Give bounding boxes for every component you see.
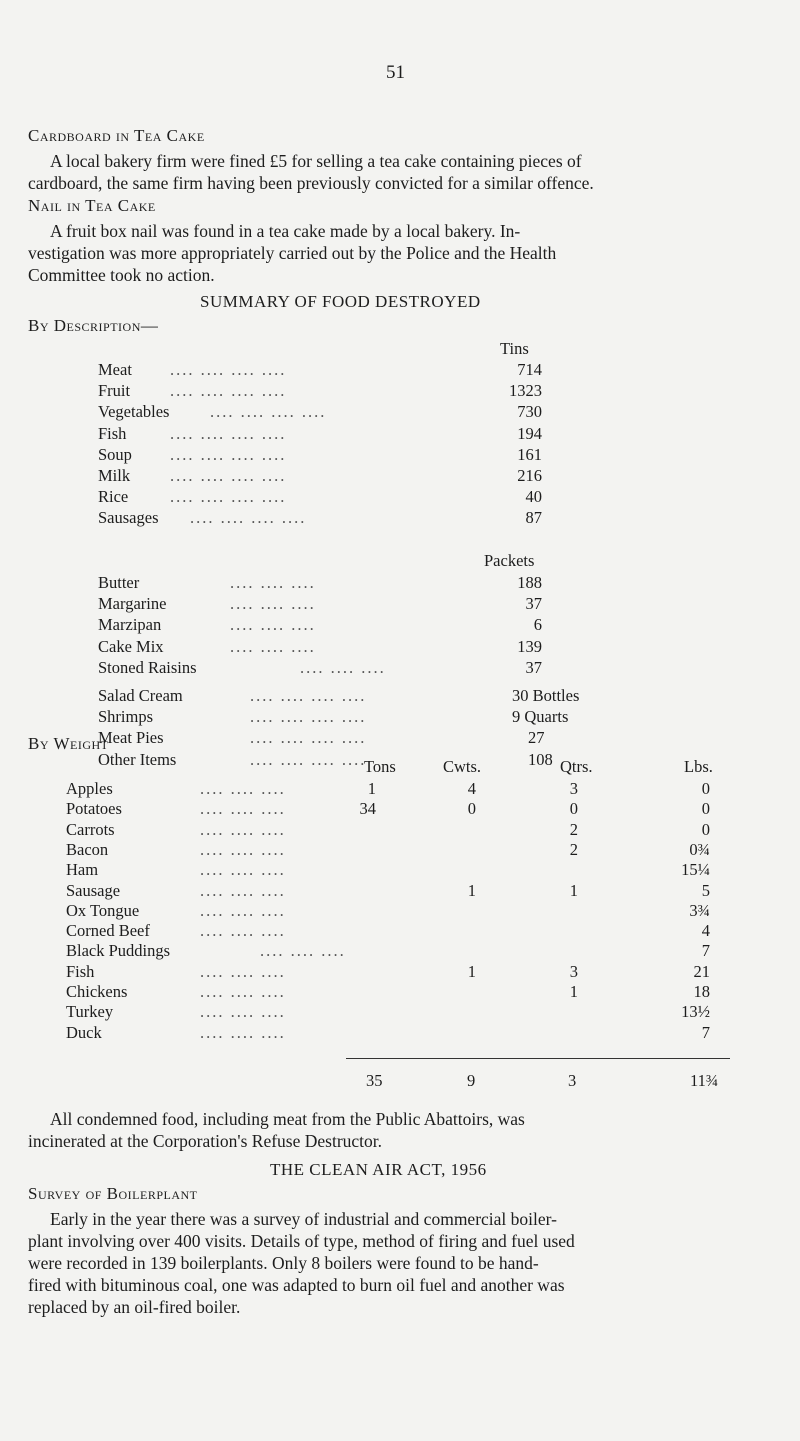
weight-item-label: Black Puddings (66, 941, 171, 961)
packets-item-label: Marzipan (98, 615, 162, 635)
others-item-value: 27 (528, 728, 545, 748)
weight-qtrs: 0 (569, 799, 578, 819)
tins-item-value: 194 (517, 423, 542, 443)
leader-dots: .... .... .... .... (190, 508, 307, 528)
weight-lbs: 4 (701, 921, 710, 941)
weight-item-label: Carrots (66, 819, 115, 839)
leader-dots: .... .... .... (200, 982, 286, 1001)
leader-dots: .... .... .... (300, 657, 386, 677)
weight-header-cwts: Cwts. (443, 757, 482, 776)
others-item-label: Meat Pies (98, 728, 164, 748)
tins-item-label: Sausages (98, 508, 159, 528)
weight-qtrs: 2 (569, 839, 578, 859)
weight-lbs: 7 (701, 941, 710, 961)
leader-dots: .... .... .... (200, 799, 286, 819)
packets-item-label: Butter (98, 573, 140, 592)
leader-dots: .... .... .... (260, 941, 346, 961)
paragraph-line: fired with bituminous coal, one was adapted to burn oil fuel and another was (28, 1275, 565, 1295)
summary-title: SUMMARY OF FOOD DESTROYED (200, 292, 481, 311)
leader-dots: .... .... .... (200, 880, 286, 900)
tins-item-label: Fruit (98, 381, 131, 401)
paragraph-line: vestigation was more appropriately carried out by the Police and the Health (28, 243, 557, 263)
by-description-label: By Description— (28, 316, 159, 335)
leader-dots: .... .... .... .... (250, 707, 367, 727)
leader-dots: .... .... .... (200, 839, 286, 859)
survey-subheading: Survey of Boilerplant (28, 1184, 198, 1203)
leader-dots: .... .... .... (230, 594, 316, 614)
paragraph-line: All condemned food, including meat from the Public Abattoirs, was (50, 1109, 525, 1129)
weight-item-label: Chickens (66, 982, 128, 1001)
leader-dots: .... .... .... .... (170, 444, 287, 464)
weight-lbs: 13½ (681, 1002, 710, 1022)
paragraph-line: Committee took no action. (28, 265, 215, 285)
others-item-label: Other Items (98, 749, 177, 769)
weight-lbs: 18 (693, 982, 710, 1001)
leader-dots: .... .... .... .... (210, 402, 327, 422)
weight-cwts: 1 (467, 880, 476, 900)
packets-item-value: 37 (525, 657, 542, 677)
tins-item-label: Rice (98, 487, 129, 507)
weight-item-label: Potatoes (66, 799, 122, 819)
leader-dots: .... .... .... .... (170, 423, 287, 443)
weight-lbs: 5 (701, 880, 710, 900)
leader-dots: .... .... .... .... (170, 466, 287, 485)
tins-item-value: 216 (517, 466, 542, 485)
total-tons: 35 (366, 1071, 383, 1090)
packets-item-label: Stoned Raisins (98, 657, 197, 677)
leader-dots: .... .... .... .... (170, 487, 287, 507)
total-lbs: 11¾ (690, 1071, 719, 1090)
weight-item-label: Turkey (66, 1002, 114, 1022)
paragraph-line: plant involving over 400 visits. Details of type, method of firing and fuel used (28, 1231, 575, 1251)
leader-dots: .... .... .... (200, 779, 286, 798)
weight-tons: 34 (359, 799, 376, 819)
weight-cwts: 1 (467, 961, 476, 981)
weight-lbs: 0 (701, 819, 710, 839)
weight-item-label: Sausage (66, 880, 121, 900)
leader-dots: .... .... .... (230, 573, 316, 592)
weight-cwts: 0 (467, 799, 476, 819)
weight-item-label: Ox Tongue (66, 900, 140, 920)
tins-header: Tins (500, 339, 529, 358)
tins-item-value: 1323 (509, 381, 542, 401)
tins-item-label: Vegetables (98, 402, 170, 422)
weight-lbs: 3¾ (689, 900, 710, 920)
leader-dots: .... .... .... (200, 921, 286, 941)
leader-dots: .... .... .... (200, 900, 286, 920)
leader-dots: .... .... .... (230, 636, 316, 656)
paragraph-line: replaced by an oil-fired boiler. (28, 1297, 241, 1317)
leader-dots: .... .... .... .... (250, 686, 367, 705)
tins-item-label: Meat (98, 360, 132, 379)
packets-item-label: Cake Mix (98, 636, 164, 656)
weight-item-label: Ham (66, 860, 99, 880)
weight-lbs: 0 (701, 799, 710, 819)
others-item-label: Shrimps (98, 707, 154, 727)
page-number: 51 (386, 62, 405, 83)
paragraph-line: were recorded in 139 boilerplants. Only 8 boilers were found to be hand- (28, 1253, 539, 1273)
section-heading-nail: Nail in Tea Cake (28, 196, 156, 215)
tins-item-label: Milk (98, 466, 131, 485)
others-item-value: 108 (528, 749, 553, 769)
weight-lbs: 0 (701, 779, 710, 798)
leader-dots: .... .... .... (200, 961, 286, 981)
leader-dots: .... .... .... .... (170, 360, 287, 379)
others-item-value: 30 Bottles (512, 686, 580, 705)
paragraph-line: A fruit box nail was found in a tea cake made by a local bakery. In- (50, 221, 521, 241)
weight-item-label: Duck (66, 1022, 102, 1042)
tins-item-value: 87 (525, 508, 542, 528)
total-cwts: 9 (467, 1071, 476, 1090)
packets-item-value: 139 (517, 636, 542, 656)
paragraph-line: Early in the year there was a survey of industrial and commercial boiler- (50, 1209, 557, 1229)
weight-header-lbs: Lbs. (684, 757, 713, 776)
weight-qtrs: 2 (569, 819, 578, 839)
tins-item-value: 161 (517, 444, 542, 464)
weight-qtrs: 3 (569, 779, 578, 798)
weight-qtrs: 1 (569, 982, 578, 1001)
leader-dots: .... .... .... (200, 860, 286, 880)
weight-item-label: Corned Beef (66, 921, 150, 941)
others-item-value: 9 Quarts (512, 707, 569, 727)
weight-item-label: Fish (66, 961, 95, 981)
weight-tons: 1 (367, 779, 376, 798)
weight-header-tons: Tons (364, 757, 396, 776)
weight-item-label: Apples (66, 779, 113, 798)
leader-dots: .... .... .... .... (170, 381, 287, 401)
packets-item-label: Margarine (98, 594, 167, 614)
leader-dots: .... .... .... .... (250, 728, 367, 748)
packets-header: Packets (484, 551, 535, 570)
by-weight-label: By Weight (28, 734, 109, 753)
packets-item-value: 37 (525, 594, 542, 614)
packets-item-value: 188 (517, 573, 542, 592)
tins-item-value: 730 (517, 402, 542, 422)
weight-lbs: 21 (693, 961, 710, 981)
paragraph-line: cardboard, the same firm having been previously convicted for a similar offence. (28, 173, 594, 193)
weight-item-label: Bacon (66, 839, 109, 859)
leader-dots: .... .... .... .... (250, 749, 367, 769)
others-item-label: Salad Cream (98, 686, 183, 705)
weight-qtrs: 3 (569, 961, 578, 981)
weight-qtrs: 1 (569, 880, 578, 900)
clean-air-title: THE CLEAN AIR ACT, 1956 (270, 1160, 487, 1179)
weight-lbs: 0¾ (689, 839, 710, 859)
leader-dots: .... .... .... (230, 615, 316, 635)
weight-lbs: 15¼ (681, 860, 710, 880)
weight-header-qtrs: Qtrs. (560, 757, 593, 776)
section-heading-cardboard: Cardboard in Tea Cake (28, 126, 205, 145)
tins-item-label: Soup (98, 444, 132, 464)
tins-item-value: 40 (525, 487, 542, 507)
paragraph-line: A local bakery firm were fined £5 for selling a tea cake containing pieces of (50, 151, 582, 171)
leader-dots: .... .... .... (200, 819, 286, 839)
totals-rule (346, 1058, 730, 1059)
weight-lbs: 7 (701, 1022, 710, 1042)
tins-item-value: 714 (517, 360, 542, 379)
packets-item-value: 6 (533, 615, 542, 635)
leader-dots: .... .... .... (200, 1002, 286, 1022)
leader-dots: .... .... .... (200, 1022, 286, 1042)
tins-item-label: Fish (98, 423, 127, 443)
weight-cwts: 4 (467, 779, 476, 798)
paragraph-line: incinerated at the Corporation's Refuse Destructor. (28, 1131, 383, 1151)
total-qtrs: 3 (568, 1071, 577, 1090)
